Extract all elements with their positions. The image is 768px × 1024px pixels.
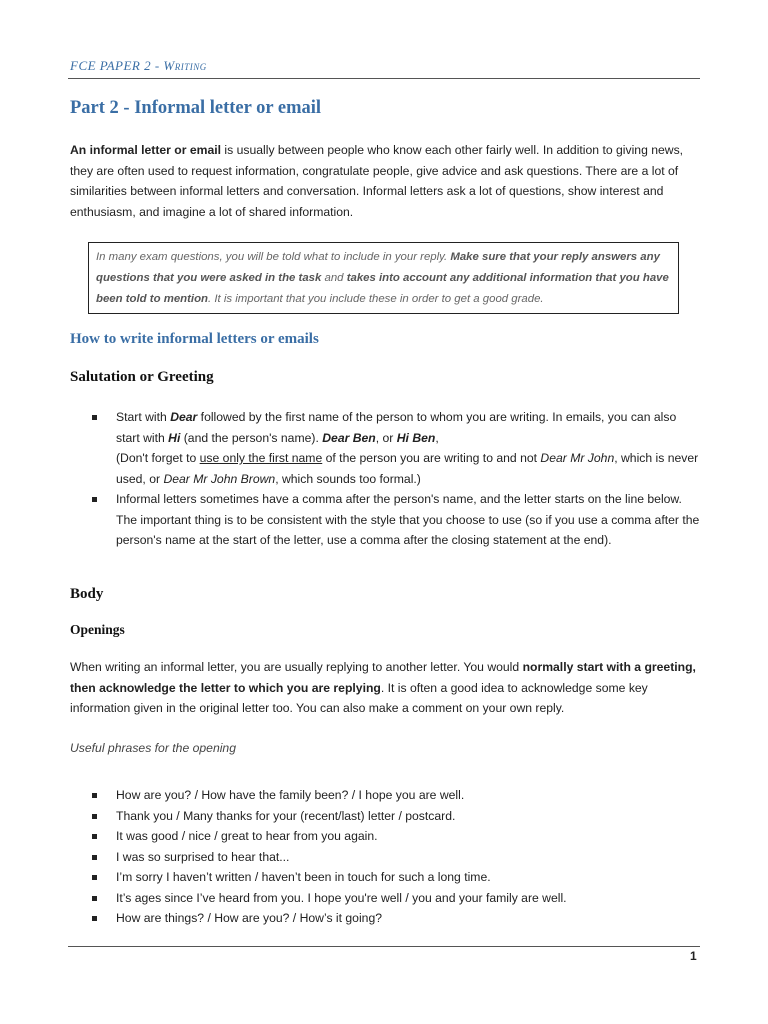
phrase-text: It’s ages since I’ve heard from you. I hope you're well / you and your family are well. — [116, 890, 567, 905]
body-heading: Body — [70, 586, 104, 602]
intro-text: is usually between people who know each other fairly well. In addition to giving news, they are often used to request information, congratulate people, give advice and ask questions. There are a lot of similarities between informal letters and conversation. Informal letters ask a lot of questions, show interest and enthusiasm, and imagine a lot of shared information. — [70, 143, 684, 219]
bullet-icon — [92, 916, 97, 921]
phrases-list — [70, 785, 700, 929]
text: , — [435, 430, 439, 445]
example-hi-ben: Hi Ben — [396, 430, 436, 445]
phrase-text: How are things? / How are you? / How’s it going? — [116, 911, 383, 925]
phrase-text: I’m sorry I haven’t written / haven’t been in touch for such a long time. — [116, 870, 491, 884]
part-title: Part 2 - Informal letter or email — [70, 98, 322, 118]
salutation-list — [70, 407, 700, 551]
example-mr-john: Dear Mr John — [540, 451, 615, 465]
list-item — [70, 806, 700, 827]
list-item — [70, 785, 700, 806]
useful-phrases-label: Useful phrases for the opening — [70, 741, 236, 755]
bullet-icon — [92, 896, 97, 901]
list-item — [70, 908, 700, 929]
bold-phrase: normally start with a greeting, then acknowledge the letter to which you are replying — [70, 660, 696, 695]
bullet-icon — [92, 834, 97, 839]
bullet-icon — [92, 855, 97, 860]
list-item — [70, 847, 700, 868]
phrase-text: Thank you / Many thanks for your (recent/last) letter / postcard. — [116, 808, 456, 823]
openings-paragraph — [70, 657, 700, 719]
text: of the person you are writing to and not — [322, 451, 541, 465]
underlined-phrase: use only the first name — [199, 451, 323, 465]
text: followed by the first name of the person to whom you are writing. In emails, you can also start with — [116, 410, 677, 445]
text: , which is never used, or — [116, 451, 699, 486]
example-dear-ben: Dear Ben — [322, 430, 376, 445]
text: . It is often a good idea to acknowledge some key information given in the original letter too. You can also make a comment on your own reply. — [70, 680, 648, 715]
list-item — [70, 888, 700, 909]
list-item — [70, 489, 700, 551]
running-header-section: Writing — [163, 58, 207, 73]
tip-bold-1: Make sure that your reply answers any questions that you were asked in the task — [96, 251, 660, 284]
phrase-text: I was so surprised to hear that... — [116, 849, 290, 864]
header-rule — [68, 78, 700, 79]
exam-tip-box — [88, 242, 679, 314]
phrase-text: It was good / nice / great to hear from you again. — [116, 829, 378, 843]
salutation-heading: Salutation or Greeting — [70, 369, 214, 385]
tip-text-2: and — [321, 272, 347, 284]
openings-heading: Openings — [70, 622, 125, 637]
list-item — [70, 407, 700, 489]
text: Start with — [116, 410, 171, 424]
phrase-text: How are you? / How have the family been? / I hope you are well. — [116, 788, 465, 802]
tip-bold-2: takes into account any additional information that you have been told to mention — [96, 272, 669, 305]
intro-paragraph — [70, 140, 700, 222]
example-hi: Hi — [168, 430, 181, 445]
text: Informal letters sometimes have a comma after the person's name, and the letter starts on the line below. The important thing is to be consistent with the style that you choose to use (so if you use a comma after the person's name at the start of the letter, use a comma after the closing statement at the end). — [116, 492, 700, 547]
bullet-icon — [92, 793, 97, 798]
bullet-icon — [92, 497, 97, 502]
running-header — [70, 58, 207, 74]
bullet-icon — [92, 415, 97, 420]
text: , or — [375, 430, 397, 445]
page-number: 1 — [690, 949, 697, 963]
text: , which sounds too formal.) — [275, 471, 421, 486]
list-item — [70, 867, 700, 888]
tip-text-1: In many exam questions, you will be told what to include in your reply. — [96, 251, 451, 263]
bullet-icon — [92, 814, 97, 819]
footer-rule — [68, 946, 700, 947]
running-header-prefix: FCE PAPER 2 - — [70, 58, 164, 73]
intro-lead: An informal letter or email — [70, 143, 222, 157]
example-dear: Dear — [170, 410, 198, 424]
example-mr-john-brown: Dear Mr John Brown — [163, 471, 276, 486]
text: (and the person's name). — [180, 430, 323, 445]
section-title: How to write informal letters or emails — [70, 331, 319, 347]
list-item — [70, 826, 700, 847]
tip-text-3: . It is important that you include these in order to get a good grade. — [208, 293, 544, 305]
bullet-icon — [92, 875, 97, 880]
text: When writing an informal letter, you are usually replying to another letter. You would — [70, 660, 523, 674]
text: (Don't forget to — [116, 451, 200, 465]
